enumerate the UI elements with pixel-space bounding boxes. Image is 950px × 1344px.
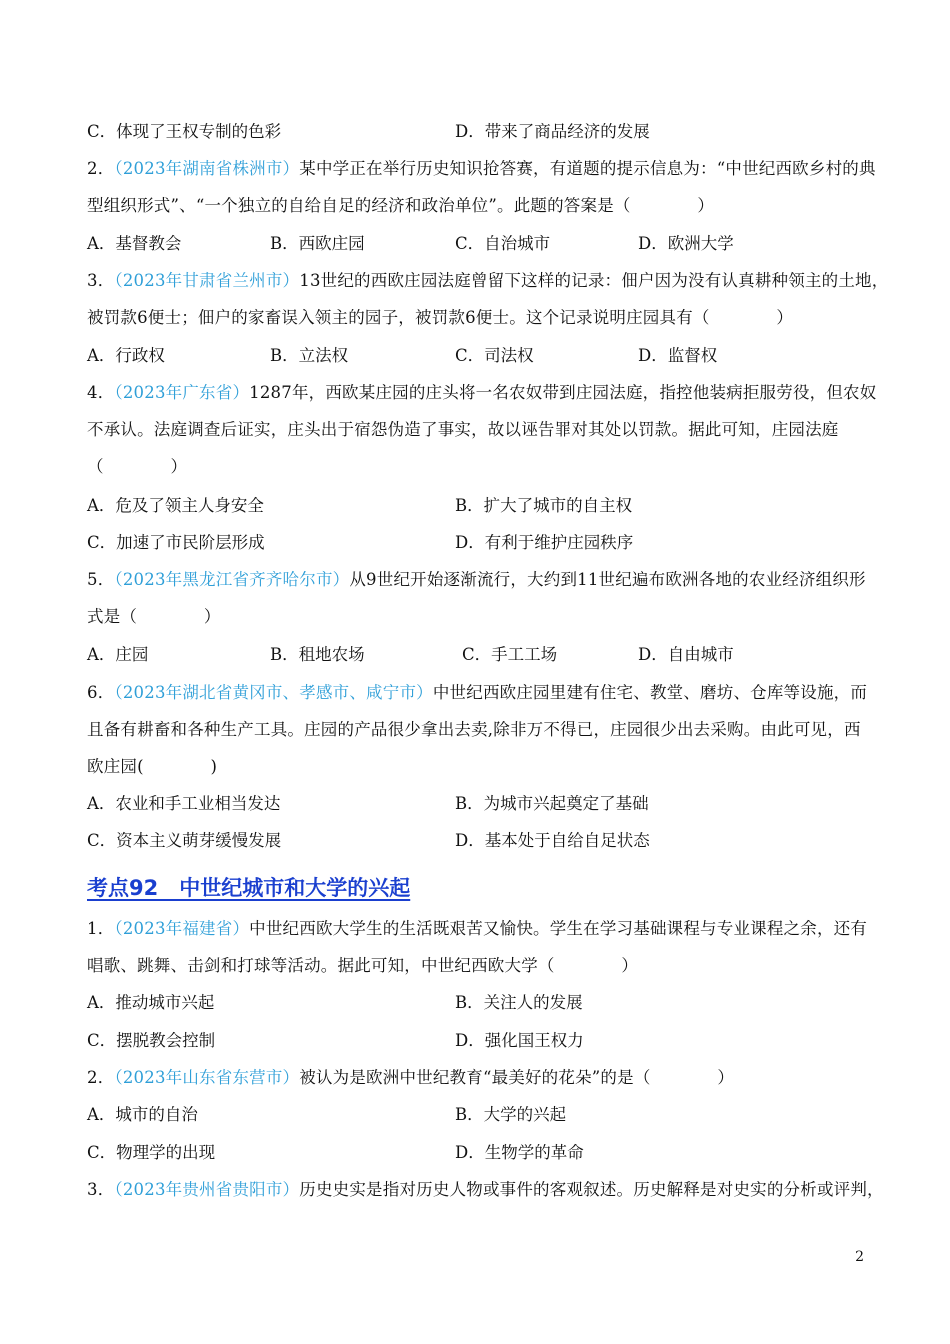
option-b: B．西欧庄园 <box>270 234 365 253</box>
option-d: D．带来了商品经济的发展 <box>455 122 650 141</box>
option-d: D．欧洲大学 <box>638 234 734 253</box>
question-4-blank: （ ） <box>87 457 188 476</box>
option-d: D．有利于维护庄园秩序 <box>455 533 634 552</box>
option-c: C．物理学的出现 <box>87 1143 216 1162</box>
option-c: C．加速了市民阶层形成 <box>87 533 265 552</box>
option-a: A．危及了领主人身安全 <box>87 496 264 515</box>
question-source: （2023年山东省东营市） <box>114 1068 300 1087</box>
question-source: （2023年广东省） <box>114 383 250 402</box>
option-c: C．司法权 <box>455 346 534 365</box>
option-c: C．自治城市 <box>455 234 551 253</box>
question-3-cont: 被罚款6便士；佃户的家畜误入领主的园子，被罚款6便士。这个记录说明庄园具有（ ） <box>87 308 794 327</box>
option-d: D．监督权 <box>638 346 718 365</box>
question-3: 3．（2023年甘肃省兰州市）13世纪的西欧庄园法庭曾留下这样的记录：佃户因为没有认真耕种领主的土地， <box>87 271 889 290</box>
option-c: C．摆脱教会控制 <box>87 1031 216 1050</box>
question-source: （2023年贵州省贵阳市） <box>114 1180 300 1199</box>
option-a: A．庄园 <box>87 645 149 664</box>
question-2: 2．（2023年湖南省株洲市）某中学正在举行历史知识抢答赛，有道题的提示信息为：“中世纪西欧乡村的典 <box>87 159 876 178</box>
question-4-cont: 不承认。法庭调查后证实，庄头出于宿怨伪造了事实，故以诬告罪对其处以罚款。据此可知，庄园法庭 <box>87 420 839 439</box>
option-b: B．扩大了城市的自主权 <box>455 496 633 515</box>
option-b: B．关注人的发展 <box>455 993 583 1012</box>
page-number: 2 <box>855 1249 864 1265</box>
option-a: A．城市的自治 <box>87 1105 198 1124</box>
question-6-cont2: 欧庄园( ) <box>87 757 218 776</box>
option-b: B．大学的兴起 <box>455 1105 567 1124</box>
option-c: C．手工工场 <box>462 645 558 664</box>
option-b: B．立法权 <box>270 346 349 365</box>
option-a: A．行政权 <box>87 346 165 365</box>
option-d: D．生物学的革命 <box>455 1143 584 1162</box>
option-d: D．自由城市 <box>638 645 734 664</box>
question-4: 4．（2023年广东省）1287年，西欧某庄园的庄头将一名农奴带到庄园法庭，指控他装病拒服劳役，但农奴 <box>87 383 877 402</box>
question-6-cont: 且备有耕畜和各种生产工具。庄园的产品很少拿出去卖,除非万不得已，庄园很少出去采购。由此可见，西 <box>87 720 861 739</box>
section-question-2: 2．（2023年山东省东营市）被认为是欧洲中世纪教育“最美好的花朵”的是（ ） <box>87 1068 735 1087</box>
question-source: （2023年福建省） <box>114 919 250 938</box>
option-a: A．基督教会 <box>87 234 182 253</box>
option-d: D．强化国王权力 <box>455 1031 584 1050</box>
question-5: 5．（2023年黑龙江省齐齐哈尔市）从9世纪开始逐渐流行，大约到11世纪遍布欧洲各地的农业经济组织形 <box>87 570 866 589</box>
option-c: C．资本主义萌芽缓慢发展 <box>87 831 282 850</box>
option-a: A．农业和手工业相当发达 <box>87 794 281 813</box>
question-2-cont: 型组织形式”、“一个独立的自给自足的经济和政治单位”。此题的答案是（ ） <box>87 196 715 215</box>
section-question-1: 1．（2023年福建省）中世纪西欧大学生的生活既艰苦又愉快。学生在学习基础课程与专业课程之余，还有 <box>87 919 868 938</box>
question-source: （2023年湖北省黄冈市、孝感市、咸宁市） <box>114 683 433 702</box>
option-b: B．为城市兴起奠定了基础 <box>455 794 649 813</box>
question-source: （2023年湖南省株洲市） <box>114 159 300 178</box>
question-source: （2023年甘肃省兰州市） <box>114 271 300 290</box>
section-question-1-cont: 唱歌、跳舞、击剑和打球等活动。据此可知，中世纪西欧大学（ ） <box>87 956 639 975</box>
option-b: B．租地农场 <box>270 645 365 664</box>
option-a: A．推动城市兴起 <box>87 993 215 1012</box>
section-heading: 考点92 中世纪城市和大学的兴起 <box>87 876 411 900</box>
section-question-3: 3．（2023年贵州省贵阳市）历史史实是指对历史人物或事件的客观叙述。历史解释是对史实的分析或评判， <box>87 1180 884 1199</box>
question-5-cont: 式是（ ） <box>87 607 221 626</box>
option-c: C．体现了王权专制的色彩 <box>87 122 282 141</box>
question-source: （2023年黑龙江省齐齐哈尔市） <box>114 570 350 589</box>
question-6: 6．（2023年湖北省黄冈市、孝感市、咸宁市）中世纪西欧庄园里建有住宅、教堂、磨坊、仓库等设施，而 <box>87 683 868 702</box>
option-d: D．基本处于自给自足状态 <box>455 831 650 850</box>
